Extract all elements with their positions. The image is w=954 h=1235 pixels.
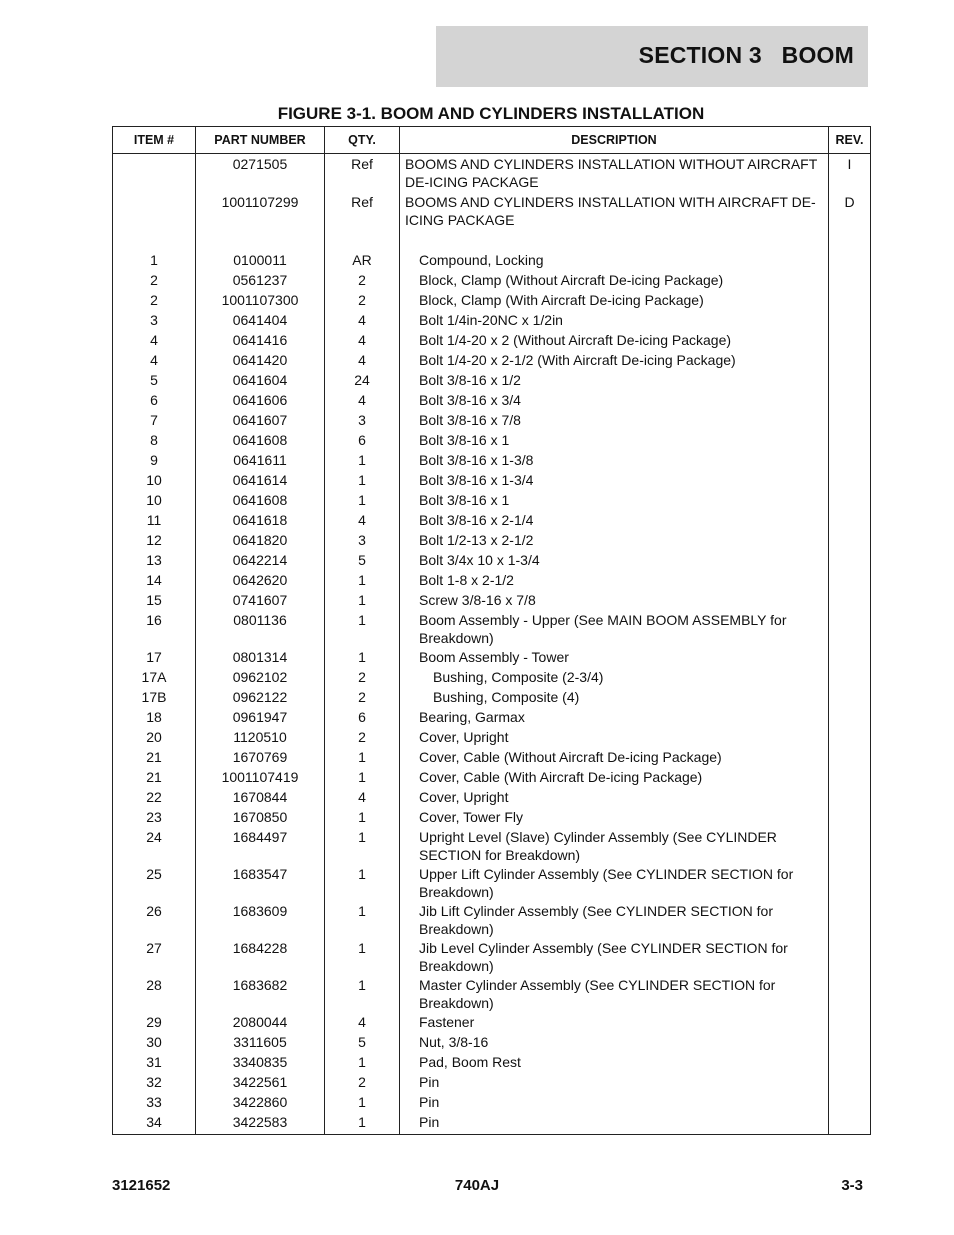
- quantity-cell: 2: [325, 292, 400, 312]
- table-row: [113, 1034, 871, 1054]
- description-cell: Boom Assembly - Tower: [400, 649, 829, 669]
- quantity-cell: 2: [325, 689, 400, 709]
- table-row: [113, 392, 871, 412]
- revision-cell: [829, 512, 871, 532]
- quantity-cell: 2: [325, 1074, 400, 1094]
- quantity-cell: 1: [325, 492, 400, 512]
- description-cell: Bolt 3/4x 10 x 1-3/4: [400, 552, 829, 572]
- description-cell: Bolt 3/8-16 x 1-3/4: [400, 472, 829, 492]
- quantity-cell: 1: [325, 1094, 400, 1114]
- quantity-cell: 1: [325, 829, 400, 866]
- description-cell: BOOMS AND CYLINDERS INSTALLATION WITHOUT AIRCRAFT DE-ICING PACKAGE: [400, 154, 829, 195]
- revision-cell: [829, 1054, 871, 1074]
- table-row: [113, 829, 871, 866]
- quantity-cell: 1: [325, 612, 400, 649]
- quantity-cell: 4: [325, 312, 400, 332]
- description-cell: Jib Level Cylinder Assembly (See CYLINDER SECTION for Breakdown): [400, 940, 829, 977]
- item-number-cell: 2: [113, 292, 196, 312]
- revision-cell: D: [829, 194, 871, 232]
- revision-cell: [829, 809, 871, 829]
- part-number-cell: 0641618: [196, 512, 325, 532]
- part-number-cell: 0961947: [196, 709, 325, 729]
- quantity-cell: 6: [325, 709, 400, 729]
- part-number-cell: 1683609: [196, 903, 325, 940]
- table-row: [113, 532, 871, 552]
- quantity-cell: 1: [325, 572, 400, 592]
- revision-cell: [829, 1114, 871, 1135]
- quantity-cell: 4: [325, 332, 400, 352]
- item-number-cell: 25: [113, 866, 196, 903]
- table-row: [113, 332, 871, 352]
- description-cell: Bolt 3/8-16 x 7/8: [400, 412, 829, 432]
- item-number-cell: 10: [113, 472, 196, 492]
- revision-cell: [829, 866, 871, 903]
- table-row: [113, 1094, 871, 1114]
- description-cell: Bolt 1/2-13 x 2-1/2: [400, 532, 829, 552]
- revision-cell: I: [829, 154, 871, 195]
- revision-cell: [829, 769, 871, 789]
- item-number-cell: 23: [113, 809, 196, 829]
- part-number-cell: 0641614: [196, 472, 325, 492]
- quantity-cell: 1: [325, 749, 400, 769]
- description-cell: Bushing, Composite (4): [400, 689, 829, 709]
- table-row: [113, 612, 871, 649]
- description-cell: Boom Assembly - Upper (See MAIN BOOM ASSEMBLY for Breakdown): [400, 612, 829, 649]
- quantity-cell: 4: [325, 352, 400, 372]
- item-number-cell: 7: [113, 412, 196, 432]
- table-row: [113, 1054, 871, 1074]
- quantity-cell: 1: [325, 809, 400, 829]
- part-number-cell: 0641606: [196, 392, 325, 412]
- item-number-cell: 31: [113, 1054, 196, 1074]
- table-row: [113, 552, 871, 572]
- item-number-cell: 14: [113, 572, 196, 592]
- quantity-cell: 5: [325, 552, 400, 572]
- quantity-cell: 1: [325, 452, 400, 472]
- description-cell: Upper Lift Cylinder Assembly (See CYLINDER SECTION for Breakdown): [400, 866, 829, 903]
- table-row: [113, 769, 871, 789]
- description-cell: Pin: [400, 1094, 829, 1114]
- table-row: [113, 1074, 871, 1094]
- table-row: [113, 352, 871, 372]
- description-cell: Bushing, Composite (2-3/4): [400, 669, 829, 689]
- revision-cell: [829, 532, 871, 552]
- table-row: [113, 866, 871, 903]
- revision-cell: [829, 977, 871, 1014]
- description-cell: Screw 3/8-16 x 7/8: [400, 592, 829, 612]
- description-cell: Bolt 3/8-16 x 1-3/8: [400, 452, 829, 472]
- item-number-cell: 11: [113, 512, 196, 532]
- item-number-cell: 8: [113, 432, 196, 452]
- section-header: [436, 26, 868, 87]
- description-cell: Bolt 3/8-16 x 3/4: [400, 392, 829, 412]
- description-cell: Bolt 3/8-16 x 1: [400, 432, 829, 452]
- revision-cell: [829, 709, 871, 729]
- section-title: SECTION 3 BOOM: [638, 42, 854, 68]
- revision-cell: [829, 232, 871, 272]
- item-number-cell: 15: [113, 592, 196, 612]
- item-number-cell: 32: [113, 1074, 196, 1094]
- part-number-cell: 1684228: [196, 940, 325, 977]
- part-number-cell: 0641820: [196, 532, 325, 552]
- table-body: [113, 154, 871, 1135]
- description-cell: Block, Clamp (With Aircraft De-icing Package): [400, 292, 829, 312]
- quantity-cell: 6: [325, 432, 400, 452]
- quantity-cell: Ref: [325, 194, 400, 232]
- item-number-cell: [113, 154, 196, 195]
- footer-doc-number: 3121652: [112, 1177, 171, 1194]
- table-header-row: [113, 127, 871, 154]
- part-number-cell: 3311605: [196, 1034, 325, 1054]
- part-number-cell: 0801136: [196, 612, 325, 649]
- table-row: [113, 194, 871, 232]
- item-number-cell: 10: [113, 492, 196, 512]
- column-header-part-number: PART NUMBER: [196, 127, 325, 154]
- part-number-cell: 0271505: [196, 154, 325, 195]
- item-number-cell: 17B: [113, 689, 196, 709]
- description-cell: Bearing, Garmax: [400, 709, 829, 729]
- item-number-cell: 21: [113, 749, 196, 769]
- revision-cell: [829, 432, 871, 452]
- quantity-cell: 4: [325, 512, 400, 532]
- part-number-cell: 0641420: [196, 352, 325, 372]
- table-row: [113, 649, 871, 669]
- item-number-cell: 29: [113, 1014, 196, 1034]
- revision-cell: [829, 292, 871, 312]
- column-header-description: DESCRIPTION: [400, 127, 829, 154]
- parts-table: [112, 126, 871, 1135]
- revision-cell: [829, 312, 871, 332]
- item-number-cell: 6: [113, 392, 196, 412]
- part-number-cell: 1670844: [196, 789, 325, 809]
- quantity-cell: 2: [325, 272, 400, 292]
- description-cell: Block, Clamp (Without Aircraft De-icing Package): [400, 272, 829, 292]
- part-number-cell: 1683547: [196, 866, 325, 903]
- table-row: [113, 432, 871, 452]
- item-number-cell: 16: [113, 612, 196, 649]
- description-cell: Cover, Cable (Without Aircraft De-icing Package): [400, 749, 829, 769]
- revision-cell: [829, 272, 871, 292]
- table-row: [113, 272, 871, 292]
- item-number-cell: 12: [113, 532, 196, 552]
- part-number-cell: 0801314: [196, 649, 325, 669]
- revision-cell: [829, 372, 871, 392]
- part-number-cell: 0962102: [196, 669, 325, 689]
- table-row: [113, 372, 871, 392]
- revision-cell: [829, 829, 871, 866]
- part-number-cell: 0741607: [196, 592, 325, 612]
- item-number-cell: 1: [113, 232, 196, 272]
- part-number-cell: 1670769: [196, 749, 325, 769]
- table-row: [113, 903, 871, 940]
- item-number-cell: 30: [113, 1034, 196, 1054]
- column-header-qty: QTY.: [325, 127, 400, 154]
- table-row: [113, 1014, 871, 1034]
- part-number-cell: 0641604: [196, 372, 325, 392]
- item-number-cell: 9: [113, 452, 196, 472]
- part-number-cell: 1670850: [196, 809, 325, 829]
- table-row: [113, 669, 871, 689]
- revision-cell: [829, 452, 871, 472]
- table-row: [113, 154, 871, 195]
- part-number-cell: 1683682: [196, 977, 325, 1014]
- quantity-cell: 2: [325, 669, 400, 689]
- item-number-cell: 21: [113, 769, 196, 789]
- revision-cell: [829, 552, 871, 572]
- description-cell: Pin: [400, 1114, 829, 1135]
- table-row: [113, 292, 871, 312]
- description-cell: Compound, Locking: [400, 232, 829, 272]
- quantity-cell: 1: [325, 472, 400, 492]
- revision-cell: [829, 789, 871, 809]
- item-number-cell: 24: [113, 829, 196, 866]
- part-number-cell: 3340835: [196, 1054, 325, 1074]
- table-row: [113, 472, 871, 492]
- description-cell: Cover, Cable (With Aircraft De-icing Package): [400, 769, 829, 789]
- table-row: [113, 689, 871, 709]
- revision-cell: [829, 669, 871, 689]
- description-cell: Bolt 1/4-20 x 2-1/2 (With Aircraft De-icing Package): [400, 352, 829, 372]
- quantity-cell: 2: [325, 729, 400, 749]
- description-cell: Pad, Boom Rest: [400, 1054, 829, 1074]
- quantity-cell: 1: [325, 592, 400, 612]
- item-number-cell: 33: [113, 1094, 196, 1114]
- table-row: [113, 492, 871, 512]
- description-cell: Upright Level (Slave) Cylinder Assembly (See CYLINDER SECTION for Breakdown): [400, 829, 829, 866]
- table-row: [113, 940, 871, 977]
- table-row: [113, 452, 871, 472]
- item-number-cell: [113, 194, 196, 232]
- description-cell: Fastener: [400, 1014, 829, 1034]
- revision-cell: [829, 749, 871, 769]
- quantity-cell: 4: [325, 392, 400, 412]
- item-number-cell: 4: [113, 332, 196, 352]
- description-cell: Cover, Upright: [400, 789, 829, 809]
- quantity-cell: 1: [325, 649, 400, 669]
- table-row: [113, 592, 871, 612]
- revision-cell: [829, 1034, 871, 1054]
- quantity-cell: 5: [325, 1034, 400, 1054]
- part-number-cell: 2080044: [196, 1014, 325, 1034]
- description-cell: Bolt 3/8-16 x 1/2: [400, 372, 829, 392]
- item-number-cell: 3: [113, 312, 196, 332]
- figure-title: FIGURE 3-1. BOOM AND CYLINDERS INSTALLATION: [277, 104, 705, 123]
- revision-cell: [829, 1094, 871, 1114]
- revision-cell: [829, 1014, 871, 1034]
- revision-cell: [829, 729, 871, 749]
- revision-cell: [829, 472, 871, 492]
- part-number-cell: 1120510: [196, 729, 325, 749]
- item-number-cell: 18: [113, 709, 196, 729]
- part-number-cell: 0642620: [196, 572, 325, 592]
- revision-cell: [829, 1074, 871, 1094]
- item-number-cell: 34: [113, 1114, 196, 1135]
- description-cell: BOOMS AND CYLINDERS INSTALLATION WITH AIRCRAFT DE-ICING PACKAGE: [400, 194, 829, 232]
- part-number-cell: 0641416: [196, 332, 325, 352]
- description-cell: Pin: [400, 1074, 829, 1094]
- part-number-cell: 0641404: [196, 312, 325, 332]
- revision-cell: [829, 612, 871, 649]
- part-number-cell: 0100011: [196, 232, 325, 272]
- revision-cell: [829, 392, 871, 412]
- revision-cell: [829, 352, 871, 372]
- revision-cell: [829, 940, 871, 977]
- description-cell: Cover, Upright: [400, 729, 829, 749]
- table-row: [113, 412, 871, 432]
- part-number-cell: 0641607: [196, 412, 325, 432]
- item-number-cell: 4: [113, 352, 196, 372]
- part-number-cell: 3422583: [196, 1114, 325, 1135]
- item-number-cell: 2: [113, 272, 196, 292]
- description-cell: Bolt 3/8-16 x 2-1/4: [400, 512, 829, 532]
- quantity-cell: AR: [325, 232, 400, 272]
- table-row: [113, 749, 871, 769]
- table-row: [113, 709, 871, 729]
- part-number-cell: 1001107419: [196, 769, 325, 789]
- quantity-cell: 24: [325, 372, 400, 392]
- revision-cell: [829, 903, 871, 940]
- item-number-cell: 17A: [113, 669, 196, 689]
- part-number-cell: 3422561: [196, 1074, 325, 1094]
- quantity-cell: 3: [325, 532, 400, 552]
- part-number-cell: 1684497: [196, 829, 325, 866]
- description-cell: Cover, Tower Fly: [400, 809, 829, 829]
- footer-page-number: 3-3: [841, 1177, 863, 1194]
- item-number-cell: 5: [113, 372, 196, 392]
- part-number-cell: 0962122: [196, 689, 325, 709]
- part-number-cell: 3422860: [196, 1094, 325, 1114]
- table-row: [113, 512, 871, 532]
- quantity-cell: 1: [325, 903, 400, 940]
- revision-cell: [829, 332, 871, 352]
- part-number-cell: 0641608: [196, 492, 325, 512]
- quantity-cell: 1: [325, 769, 400, 789]
- quantity-cell: 1: [325, 1054, 400, 1074]
- description-cell: Bolt 3/8-16 x 1: [400, 492, 829, 512]
- quantity-cell: 4: [325, 1014, 400, 1034]
- quantity-cell: 4: [325, 789, 400, 809]
- revision-cell: [829, 412, 871, 432]
- description-cell: Jib Lift Cylinder Assembly (See CYLINDER SECTION for Breakdown): [400, 903, 829, 940]
- item-number-cell: 20: [113, 729, 196, 749]
- item-number-cell: 13: [113, 552, 196, 572]
- item-number-cell: 28: [113, 977, 196, 1014]
- description-cell: Nut, 3/8-16: [400, 1034, 829, 1054]
- revision-cell: [829, 689, 871, 709]
- quantity-cell: Ref: [325, 154, 400, 195]
- part-number-cell: 0641608: [196, 432, 325, 452]
- part-number-cell: 1001107299: [196, 194, 325, 232]
- table-row: [113, 312, 871, 332]
- part-number-cell: 1001107300: [196, 292, 325, 312]
- quantity-cell: 1: [325, 1114, 400, 1135]
- description-cell: Bolt 1-8 x 2-1/2: [400, 572, 829, 592]
- revision-cell: [829, 492, 871, 512]
- item-number-cell: 26: [113, 903, 196, 940]
- item-number-cell: 27: [113, 940, 196, 977]
- table-row: [113, 977, 871, 1014]
- quantity-cell: 1: [325, 866, 400, 903]
- table-row: [113, 729, 871, 749]
- description-cell: Master Cylinder Assembly (See CYLINDER SECTION for Breakdown): [400, 977, 829, 1014]
- revision-cell: [829, 649, 871, 669]
- item-number-cell: 17: [113, 649, 196, 669]
- part-number-cell: 0561237: [196, 272, 325, 292]
- quantity-cell: 1: [325, 977, 400, 1014]
- column-header-item: ITEM #: [113, 127, 196, 154]
- footer-model: 740AJ: [454, 1177, 500, 1194]
- part-number-cell: 0642214: [196, 552, 325, 572]
- revision-cell: [829, 572, 871, 592]
- table-row: [113, 1114, 871, 1135]
- revision-cell: [829, 592, 871, 612]
- description-cell: Bolt 1/4in-20NC x 1/2in: [400, 312, 829, 332]
- table-row: [113, 809, 871, 829]
- description-cell: Bolt 1/4-20 x 2 (Without Aircraft De-icing Package): [400, 332, 829, 352]
- table-row: [113, 789, 871, 809]
- table-row: [113, 572, 871, 592]
- item-number-cell: 22: [113, 789, 196, 809]
- quantity-cell: 1: [325, 940, 400, 977]
- table-row: [113, 232, 871, 272]
- quantity-cell: 3: [325, 412, 400, 432]
- part-number-cell: 0641611: [196, 452, 325, 472]
- column-header-rev: REV.: [829, 127, 871, 154]
